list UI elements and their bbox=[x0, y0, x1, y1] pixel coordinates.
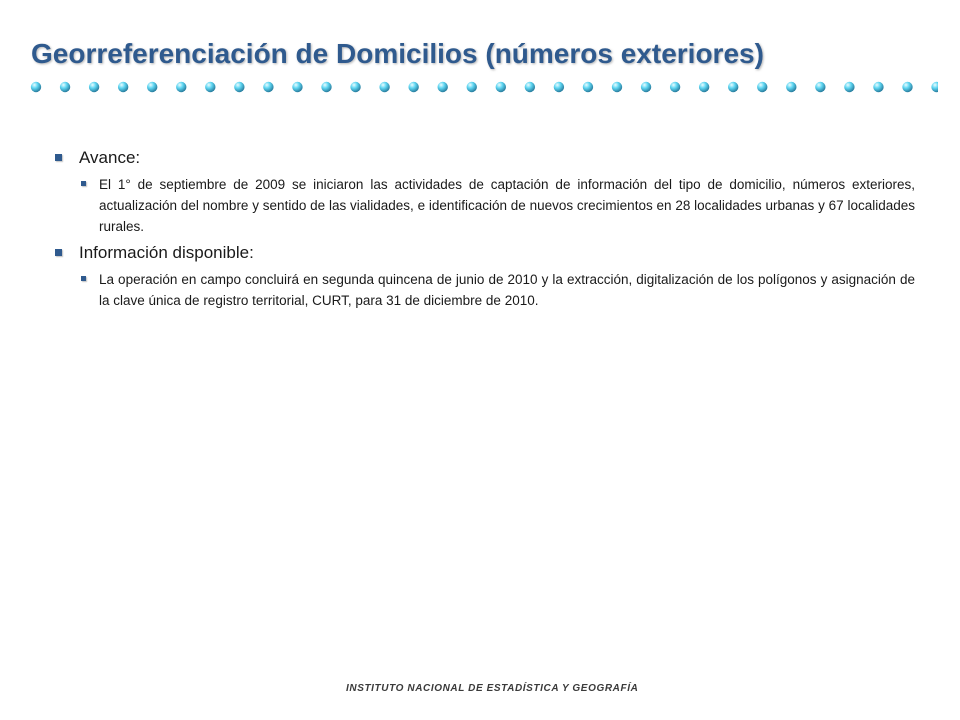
decorative-dot bbox=[670, 82, 680, 92]
bullet-body: El 1° de septiembre de 2009 se iniciaron las actividades de captación de información del tipo de domicilio, números exteriores, actualización del nombre y sentido de las vialidades, e identificación de nuevos crecimientos en 28 localidades urbanas y 67 localidades rurales. bbox=[99, 177, 915, 234]
decorative-dot bbox=[350, 82, 360, 92]
decorative-dot bbox=[60, 82, 70, 92]
decorative-dot bbox=[641, 82, 651, 92]
decorative-dot bbox=[31, 82, 41, 92]
decorative-dot bbox=[583, 82, 593, 92]
decorative-dot bbox=[699, 82, 709, 92]
decorative-dot bbox=[496, 82, 506, 92]
square-bullet-icon bbox=[55, 154, 62, 161]
decorative-dot bbox=[612, 82, 622, 92]
decorative-dot bbox=[902, 82, 912, 92]
footer-institution: INSTITUTO NACIONAL DE ESTADÍSTICA Y GEOGRAFÍA bbox=[346, 683, 639, 694]
decorative-dot bbox=[554, 82, 564, 92]
decorative-dot bbox=[263, 82, 273, 92]
decorative-dot bbox=[118, 82, 128, 92]
decorative-dot bbox=[89, 82, 99, 92]
decorative-dot bbox=[176, 82, 186, 92]
sub-bullet-informacion bbox=[55, 269, 915, 311]
decorative-dot bbox=[321, 82, 331, 92]
decorative-dot bbox=[292, 82, 302, 92]
decorative-dot bbox=[379, 82, 389, 92]
bullet-heading: Avance: bbox=[79, 148, 141, 167]
slide-content bbox=[55, 146, 915, 315]
decorative-dot bbox=[467, 82, 477, 92]
decorative-dot bbox=[815, 82, 825, 92]
decorative-dot bbox=[205, 82, 215, 92]
decorative-dot bbox=[234, 82, 244, 92]
bullet-avance bbox=[55, 146, 915, 170]
decorative-dot bbox=[438, 82, 448, 92]
slide-title: Georreferenciación de Domicilios (números exteriores) bbox=[31, 38, 764, 69]
decorative-dot-row bbox=[28, 78, 938, 98]
bullet-informacion bbox=[55, 241, 915, 265]
square-bullet-icon bbox=[55, 249, 62, 256]
bullet-heading: Información disponible: bbox=[79, 243, 254, 262]
decorative-dot bbox=[525, 82, 535, 92]
decorative-dot bbox=[873, 82, 883, 92]
decorative-dot bbox=[728, 82, 738, 92]
decorative-dot bbox=[844, 82, 854, 92]
decorative-dot bbox=[757, 82, 767, 92]
square-bullet-icon bbox=[81, 181, 86, 186]
sub-bullet-avance bbox=[55, 174, 915, 237]
bullet-body: La operación en campo concluirá en segunda quincena de junio de 2010 y la extracción, digitalización de los polígonos y asignación de la clave única de registro territorial, CURT, para 31 de diciembre de 2010. bbox=[99, 272, 915, 308]
decorative-dot bbox=[786, 82, 796, 92]
decorative-dot bbox=[931, 82, 938, 92]
square-bullet-icon bbox=[81, 276, 86, 281]
decorative-dot bbox=[408, 82, 418, 92]
decorative-dot bbox=[147, 82, 157, 92]
